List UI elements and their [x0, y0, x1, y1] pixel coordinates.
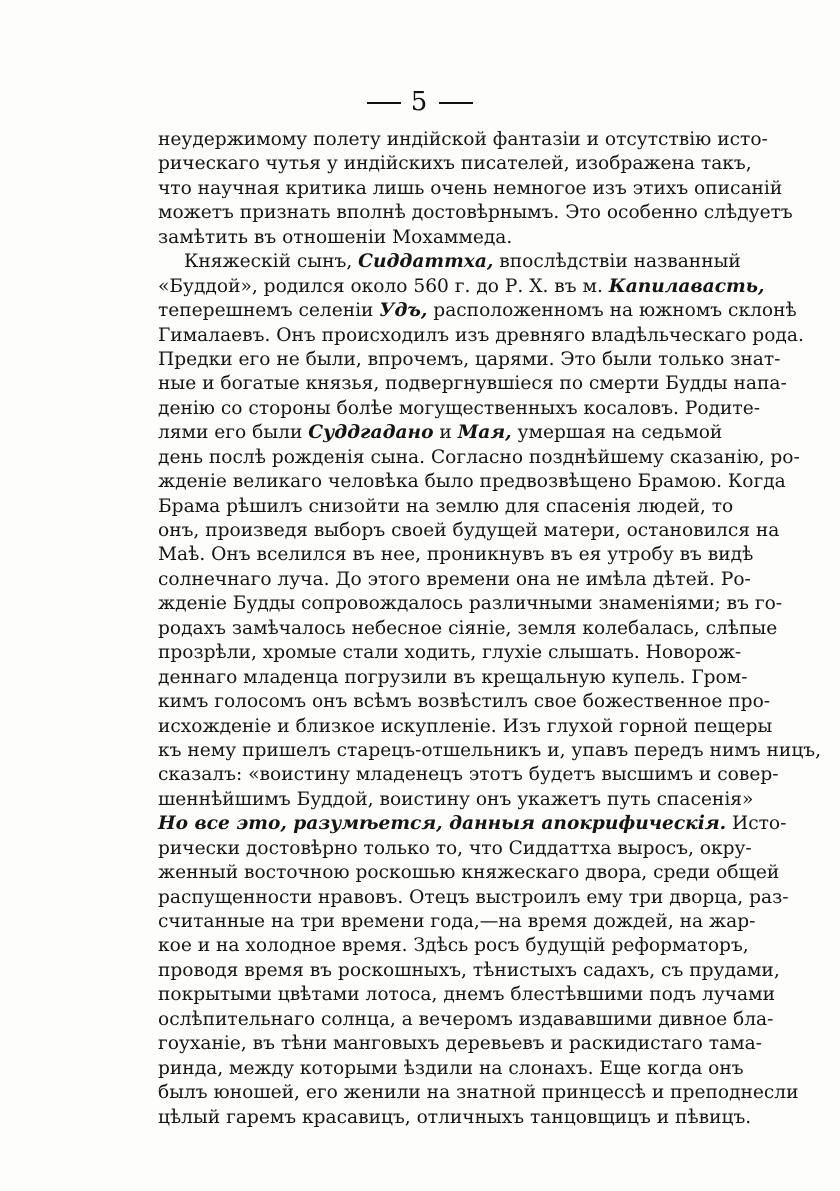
text-run: Истo- — [726, 813, 787, 835]
right-dash — [439, 102, 473, 104]
text-run: Маѣ. Онъ вселился въ нее, проникнувъ въ ея утробу въ видѣ — [158, 544, 754, 566]
text-line — [158, 1008, 774, 1032]
text-line — [158, 617, 778, 641]
text-line — [158, 324, 804, 348]
text-run: ные и богатые князья, подвергнувшіеся по смерти Будды напа- — [158, 373, 787, 395]
left-dash — [367, 102, 401, 104]
italic-run: Сиддаттха, — [358, 251, 494, 273]
text-run: сказалъ: «воистину младенецъ этотъ будетъ высшимъ и совер- — [158, 764, 779, 786]
text-run: что научная критика лишь очень немногое изъ этихъ описаній — [158, 177, 783, 199]
text-run: расположенномъ на южномъ склонѣ — [427, 300, 797, 322]
text-line — [158, 666, 748, 690]
text-run: къ нему пришелъ старецъ-отшельникъ и, упавъ передъ нимъ ницъ, — [158, 739, 822, 761]
text-run: исхожденіе и близкое искупленіе. Изъ глухой горной пещеры — [158, 715, 773, 737]
page-number: 5 — [410, 87, 430, 117]
text-run: Гималаевъ. Онъ происходилъ изъ древняго владѣльческаго рода. — [158, 324, 804, 346]
italic-run: Мая, — [457, 422, 512, 444]
text-line — [158, 1032, 762, 1056]
text-line — [158, 690, 771, 714]
text-run: распущенности нравовъ. Отецъ выстроилъ ему три дворца, раз- — [158, 886, 789, 908]
text-line — [158, 250, 741, 274]
text-run: деннаго младенца погрузили въ крещальную купель. Гром- — [158, 666, 748, 688]
text-run: рическаго чутья у индійскихъ писателей, изображена такъ, — [158, 153, 752, 175]
text-line — [158, 568, 751, 592]
text-line — [158, 152, 752, 176]
text-run: ослѣпительнаго солнца, а вечеромъ издававшими дивное бла- — [158, 1008, 774, 1030]
text-run: покрытыми цвѣтами лотоса, днемъ блестѣвшими подъ лучами — [158, 984, 775, 1006]
text-line — [158, 201, 793, 225]
text-run: цѣлый гаремъ красавицъ, отличныхъ танцовщицъ и пѣвицъ. — [158, 1106, 752, 1128]
text-line — [158, 763, 779, 787]
text-run: впослѣдствіи названный — [493, 251, 741, 273]
text-run: былъ юношей, его женили на знатной принцессѣ и преподнесли — [158, 1082, 799, 1104]
italic-run: Удъ, — [379, 300, 428, 322]
text-run: лями его были — [158, 422, 309, 444]
page-header — [0, 84, 840, 120]
text-line — [158, 788, 754, 812]
text-line — [158, 739, 822, 763]
text-run: Брама рѣшилъ снизойти на землю для спасенія людей, то — [158, 495, 734, 517]
italic-run: Суддгадано — [308, 422, 434, 444]
text-line — [158, 348, 781, 372]
text-line — [158, 959, 780, 983]
text-run: неудержимому полету индійской фантазіи и отсутствію исто- — [158, 129, 768, 150]
text-run: денію со стороны болѣе могущественныхъ косаловъ. Родите- — [158, 397, 760, 419]
text-run: умершая на седьмой — [511, 422, 723, 444]
text-line — [158, 519, 780, 543]
text-run: проводя время въ роскошныхъ, тѣнистыхъ садахъ, съ прудами, — [158, 959, 780, 981]
text-line — [158, 495, 734, 519]
text-run: теперешнемъ селеніи — [158, 300, 380, 322]
text-run: солнечнаго луча. До этого времени она не имѣла дѣтей. Ро- — [158, 568, 751, 590]
text-run: жденіе великаго человѣка было предвозвѣщено Брамою. Когда — [158, 471, 786, 493]
text-run: жденіе Будды сопровождалось различными знаменіями; въ го- — [158, 593, 783, 615]
text-run: Княжескій сынъ, — [184, 251, 359, 273]
text-line — [158, 886, 789, 910]
text-line — [158, 1081, 799, 1105]
text-line — [158, 641, 742, 665]
text-line — [158, 299, 797, 323]
text-line — [158, 421, 723, 445]
text-line — [158, 397, 760, 421]
body-text — [158, 128, 822, 1130]
text-run: «Буддой», родился около 560 г. до Р. Х. въ м. — [158, 275, 609, 297]
text-line — [158, 177, 783, 201]
text-run: гоуханіе, въ тѣни манговыхъ деревьевъ и раскидистаго тама- — [158, 1033, 762, 1055]
text-line — [158, 1057, 744, 1081]
text-line — [158, 592, 783, 616]
text-line — [158, 715, 773, 739]
text-line — [158, 372, 787, 396]
text-run: кое и на холодное время. Здѣсь росъ будущій реформаторъ, — [158, 935, 749, 957]
text-line — [158, 983, 775, 1007]
text-line — [158, 934, 749, 958]
italic-run: Капилавасть, — [608, 275, 765, 297]
italic-run: Но все это, разумѣется, данныя апокрифическія. — [158, 813, 727, 835]
text-run: женный восточною роскошью княжескаго двора, среди общей — [158, 862, 780, 884]
text-run: считанные на три времени года,—на время дождей, на жар- — [158, 911, 756, 932]
text-run: рически достовѣрно только то, что Сиддаттха выросъ, окру- — [158, 837, 752, 859]
text-run: день послѣ рожденія сына. Согласно позднѣйшему сказанію, ро- — [158, 446, 800, 468]
text-run: онъ, произведя выборъ своей будущей матери, остановился на — [158, 520, 780, 541]
text-line — [158, 275, 765, 299]
text-run: кимъ голосомъ онъ всѣмъ возвѣстилъ свое божественное про- — [158, 691, 771, 713]
text-run: родахъ замѣчалось небесное сіяніе, земля колебалась, слѣпые — [158, 617, 778, 639]
text-run: шеннѣйшимъ Буддой, воистину онъ укажетъ путь спасенія» — [158, 788, 754, 810]
text-line — [158, 226, 710, 250]
text-line — [158, 861, 780, 885]
text-line — [158, 1106, 752, 1130]
text-run: ринда, между которыми ѣздили на слонахъ. Еще когда онъ — [158, 1057, 744, 1079]
text-line — [158, 446, 800, 470]
text-line — [158, 543, 754, 567]
text-run: Предки его не были, впрочемъ, царями. Это были только знат- — [158, 348, 781, 370]
text-line — [158, 470, 786, 494]
text-run: и — [433, 422, 458, 444]
text-run: можетъ признать вполнѣ достовѣрнымъ. Это особенно слѣдуетъ — [158, 202, 793, 224]
text-run: замѣтить въ отношеніи Мохаммеда. — [158, 226, 513, 248]
text-line — [158, 910, 756, 934]
text-line — [158, 837, 752, 861]
text-line — [158, 128, 768, 152]
text-run: прозрѣли, хромые стали ходить, глухіе слышать. Новорож- — [158, 642, 742, 664]
text-line — [158, 812, 787, 836]
